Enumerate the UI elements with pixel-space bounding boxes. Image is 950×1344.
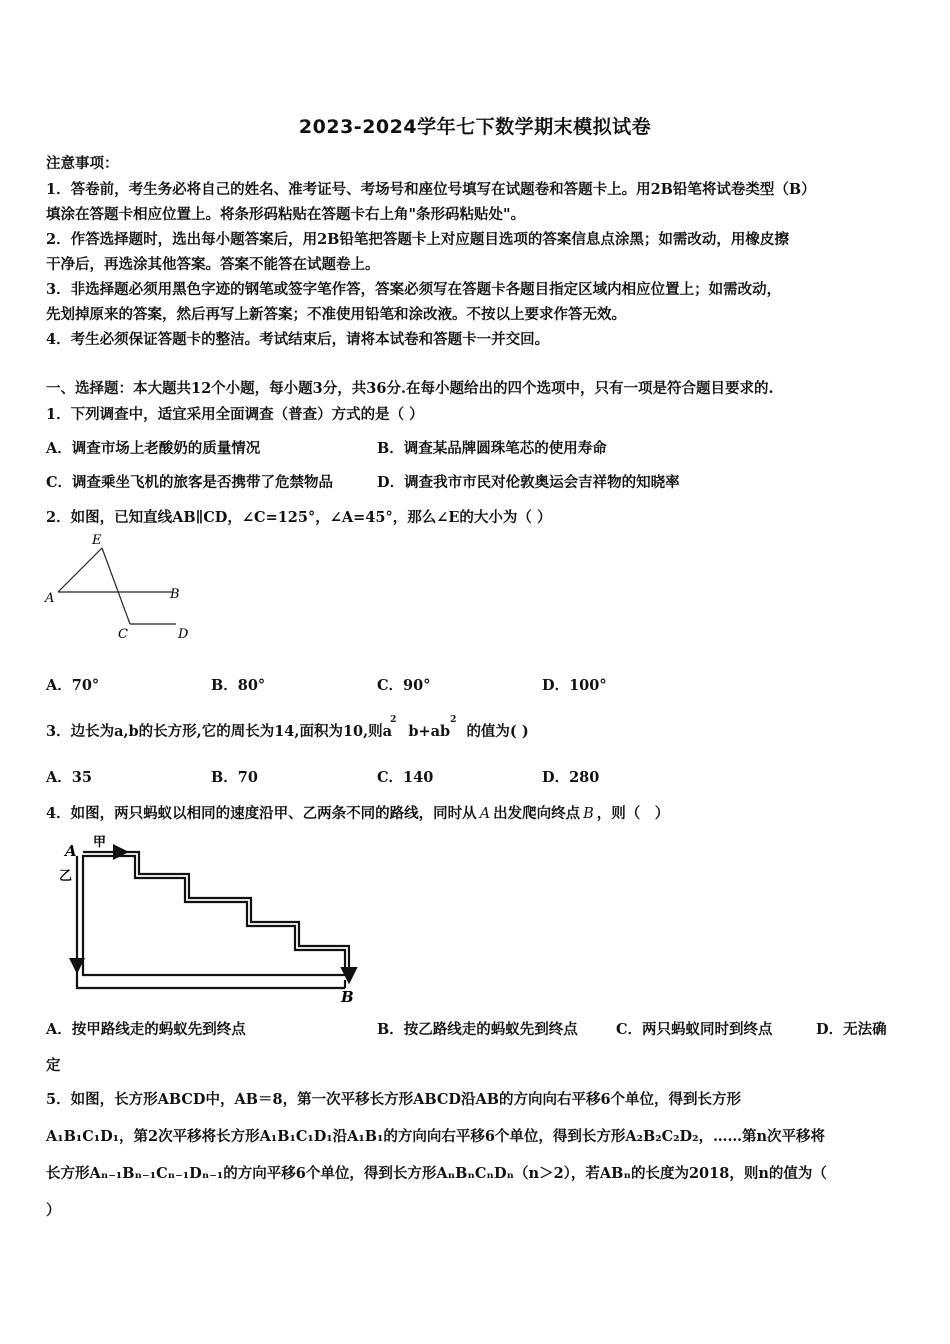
label-a: A [65, 842, 77, 860]
label-b: B [341, 988, 354, 1005]
q4-option-c: C．两只蚂蚁同时到终点 [616, 1021, 773, 1038]
label-yi: 乙 [59, 869, 73, 884]
section-heading: 一、选择题：本大题共12个小题，每小题3分，共36分.在每小题给出的四个选项中，只有一项是符合题目要求的. [46, 380, 774, 397]
q3-option-a: A．35 [46, 769, 92, 786]
q1-option-c: C．调查乘坐飞机的旅客是否携带了危禁物品 [46, 474, 334, 491]
q1-option-b: B．调查某品牌圆珠笔芯的使用寿命 [377, 440, 607, 457]
q4-stem-part: 出发爬向终点 [493, 805, 581, 822]
line-ae [58, 548, 102, 592]
q4-option-b: B．按乙路线走的蚂蚁先到终点 [377, 1021, 578, 1038]
q5-line: ） [46, 1202, 61, 1219]
notice-line: 3．非选择题必须用黑色字迹的钢笔或签字笔作答，答案必须写在答题卡各题目指定区域内相应位置上；如需改动， [46, 281, 782, 298]
line-ec [102, 548, 130, 624]
q2-option-a: A．70° [46, 677, 100, 694]
q2-option-c: C．90° [377, 677, 431, 694]
q1-option-a: A．调查市场上老酸奶的质量情况 [46, 440, 261, 457]
q3-option-d: D．280 [542, 769, 600, 786]
q1-stem: 1．下列调查中，适宜采用全面调查（普查）方式的是（ ） [46, 406, 424, 423]
q3-superscript: 2 [450, 715, 457, 725]
q3-stem-part: 3．边长为a,b的长方形,它的周长为14,面积为10,则a [46, 723, 393, 740]
q4-stem-part: 4．如图，两只蚂蚁以相同的速度沿甲、乙两条不同的路线，同时从 [46, 805, 477, 822]
label-b: B [170, 587, 180, 602]
q4-stem [46, 802, 669, 823]
q2-option-d: D．100° [542, 677, 607, 694]
staircase-outline [83, 856, 345, 975]
notice-line: 4．考生必须保证答题卡的整洁。考试结束后，请将本试卷和答题卡一并交回。 [46, 331, 550, 348]
notice-line: 干净后，再选涂其他答案。答案不能答在试题卷上。 [46, 256, 380, 273]
q4-var-b: B [583, 806, 594, 822]
label-c: C [118, 627, 128, 642]
notice-line: 2．作答选择题时，选出每小题答案后，用2B铅笔把答题卡上对应题目选项的答案信息点涂黑；如需改动，用橡皮擦 [46, 231, 789, 248]
q2-stem: 2．如图，已知直线AB∥CD，∠C=125°，∠A=45°，那么∠E的大小为（ ） [46, 509, 552, 526]
q3-superscript: 2 [390, 715, 397, 725]
notice-line: 先划掉原来的答案，然后再写上新答案；不准使用铅笔和涂改液。不按以上要求作答无效。 [46, 306, 626, 323]
q4-var-a: A [479, 806, 491, 822]
q4-option-a: A．按甲路线走的蚂蚁先到终点 [46, 1021, 246, 1038]
q5-line: 5．如图，长方形ABCD中，AB＝8，第一次平移长方形ABCD沿AB的方向向右平移6个单位，得到长方形 [46, 1091, 742, 1108]
jia-route [83, 852, 349, 980]
q2-figure [40, 528, 200, 646]
page-title: 2023-2024学年七下数学期末模拟试卷 [298, 116, 652, 138]
q5-line: 长方形Aₙ₋₁Bₙ₋₁Cₙ₋₁Dₙ₋₁的方向平移6个单位，得到长方形AₙBₙCₙDₙ（n＞2），若ABₙ的长度为2018，则n的值为（ [46, 1165, 827, 1182]
q3-stem [46, 715, 529, 741]
q4-option-d: D．无法确 [816, 1021, 887, 1038]
q4-figure [55, 830, 365, 1005]
notice-line: 1．答卷前，考生务必将自己的姓名、准考证号、考场号和座位号填写在试题卷和答题卡上。用2B铅笔将试卷类型（B） [46, 181, 816, 198]
q4-stem-part: ，则（ ） [596, 805, 670, 822]
label-a: A [45, 591, 55, 606]
label-e: E [92, 533, 102, 548]
q3-option-c: C．140 [377, 769, 434, 786]
notice-heading: 注意事项： [46, 155, 119, 172]
q2-option-b: B．80° [211, 677, 266, 694]
q3-stem-part: 的值为( ) [466, 723, 529, 740]
label-jia: 甲 [93, 835, 107, 850]
q3-option-b: B．70 [211, 769, 258, 786]
q1-option-d: D．调查我市市民对伦敦奥运会吉祥物的知晓率 [377, 474, 680, 491]
q5-line: A₁B₁C₁D₁，第2次平移将长方形A₁B₁C₁D₁沿A₁B₁的方向向右平移6个单位，得到长方形A₂B₂C₂D₂，……第n次平移将 [46, 1128, 825, 1145]
yi-route [77, 856, 345, 988]
q4-option-d-cont: 定 [46, 1057, 61, 1074]
q3-stem-part: b+ab [408, 723, 451, 740]
label-d: D [178, 627, 189, 642]
notice-line: 填涂在答题卡相应位置上。将条形码粘贴在答题卡右上角"条形码粘贴处"。 [46, 206, 526, 223]
